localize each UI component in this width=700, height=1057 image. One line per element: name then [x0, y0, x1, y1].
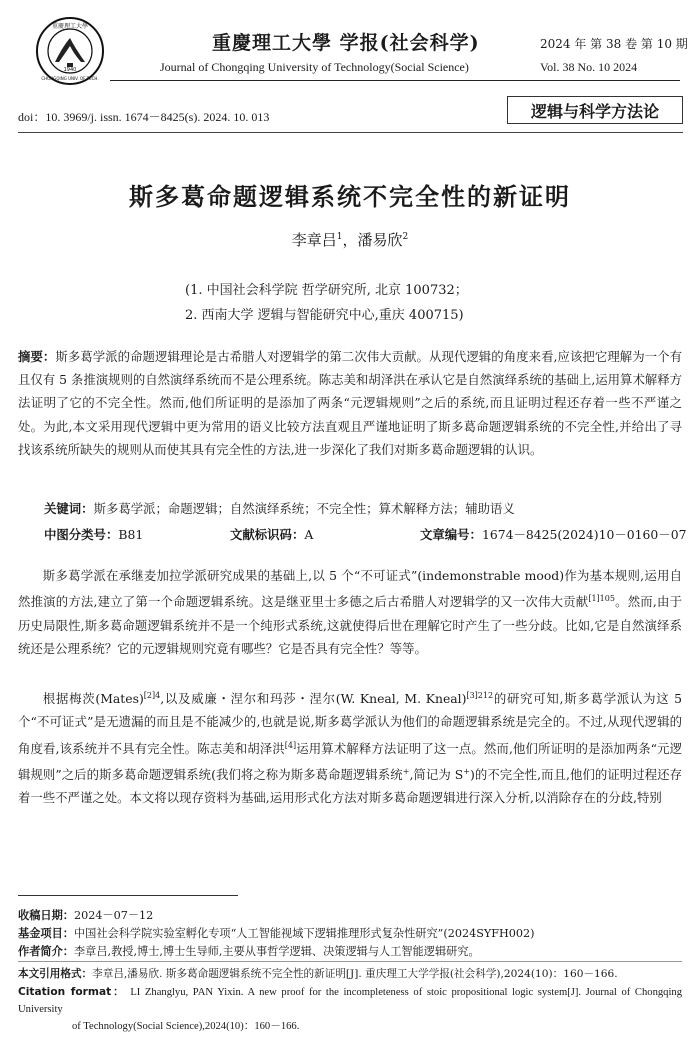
document-code-label: 文献标识码：: [230, 527, 305, 542]
plus-marker: +: [402, 766, 410, 776]
affiliation-2: 2. 西南大学 逻辑与智能研究中心,重庆 400715): [185, 308, 464, 323]
classification-line: [44, 525, 687, 543]
body-text: 的研究可知,斯多葛学派认为这 5 个“不可证式”是无遗漏的而且是不能减少的,也就是说,斯多葛学派认为他们的命题逻辑系统是完全的。不过,从现代逻辑的角度看,该系统并不具有完全性。陈志美和胡泽洪: [18, 691, 682, 756]
body-text: 运用算术解释方法证明了这一点。然而,他们所证明的是添加两条“元逻辑规则”之后的斯多葛命题逻辑系统(我们将之称为斯多葛命题逻辑系统: [18, 740, 682, 782]
author-line: [0, 229, 700, 250]
footnote-divider: [18, 895, 238, 896]
author-info-label: 作者简介：: [18, 945, 74, 958]
citation-cn-text: 李章吕,潘易欣. 斯多葛命题逻辑系统不完全性的新证明[J]. 重庆理工大学学报(社会科学),2024(10)：160－166.: [92, 968, 618, 980]
affiliation-1: (1. 中国社会科学院 哲学研究所, 北京 100732；: [185, 283, 468, 298]
body-text: 斯多葛学派在承继麦加拉学派研究成果的基础上,以 5 个“不可证式”(indemonstrable mood)作为基本规则,运用自然推演的方法,建立了第一个命题逻辑系统。这是继亚里士多德之后古希腊人对逻辑学的又一次伟大贡献: [18, 568, 682, 610]
body-text: 。然而,由于历史局限性,斯多葛命题逻辑系统并不是一个纯形式系统,这就使得后世在理解它时产生了一些分歧。比如,它是自然演绎系统还是公理系统？它的元逻辑规则究竟有哪些？它是否具有完全性？等等。: [18, 594, 682, 656]
citation-en-text-2: of Technology(Social Science),2024(10)：160－166.: [72, 1021, 300, 1032]
author-name[interactable]: ，潘易欣: [342, 231, 403, 249]
keywords: [44, 499, 515, 517]
received-label: 收稿日期：: [18, 909, 74, 922]
doi[interactable]: doi：10. 3969/j. issn. 1674－8425(s). 2024. 10. 013: [18, 110, 270, 124]
body-text: ,简记为 S: [409, 766, 464, 782]
clc-number: [44, 525, 230, 543]
citation-ref[interactable]: [1]105: [588, 594, 615, 604]
clc-value: B81: [118, 527, 144, 542]
issue-info-cn: 2024 年 第 38 卷 第 10 期: [540, 37, 688, 51]
keywords-label: 关键词：: [44, 501, 94, 516]
svg-text:1940: 1940: [63, 67, 77, 73]
university-logo: [35, 16, 105, 86]
fund-label: 基金项目：: [18, 927, 74, 940]
journal-title-cn: 重慶理工大學 学报(社会科学): [212, 32, 480, 54]
body-text: ,以及威廉・涅尔和玛莎・涅尔(W. Kneal, M. Kneal): [160, 691, 467, 707]
document-code-value: A: [304, 527, 314, 542]
affiliation-marker: 2: [402, 232, 409, 242]
citation-ref[interactable]: [3]212: [466, 691, 494, 700]
abstract-text: 斯多葛学派的命题逻辑理论是古希腊人对逻辑学的第二次伟大贡献。从现代逻辑的角度来看,应该把它理解为一个有且仅有 5 条推演规则的自然演绎系统而不是公理系统。陈志美和胡泽洪在承认它是自然演绎系统的基础上,运用算术解释方法证明了它的不完全性。然而,他们所证明的是添加了两条“元逻辑规则”之后的系统,而且证明过程还存着一些不严谨之处。为此,本文采用现代逻辑中更为常用的语义比较方法直观且严谨地证明了斯多葛命题逻辑系统的不完全性,并给出了寻找该系统所缺失的规则从而使其具有完全性的方法,进一步深化了我们对斯多葛命题逻辑的认识。: [18, 349, 683, 457]
journal-title-en: Journal of Chongqing University of Technology(Social Science): [160, 60, 469, 74]
document-code: [230, 525, 420, 543]
fund-value: 中国社会科学院实验室孵化专项“人工智能视域下逻辑推理形式复杂性研究”(2024SYFH002): [73, 927, 535, 940]
section-tag: 逻辑与科学方法论: [507, 96, 683, 124]
plus-marker: +: [463, 766, 470, 776]
citation-ref[interactable]: [2]4: [143, 691, 161, 700]
article-number-value: 1674－8425(2024)10－0160－07: [481, 527, 687, 542]
author-info-value: 李章吕,教授,博士,博士生导师,主要从事哲学逻辑、决策逻辑与人工智能逻辑研究。: [73, 945, 480, 958]
citation-en-text: LI Zhanglyu, PAN Yixin. A new proof for the incompleteness of stoic propositional logic system[J]. Journal of Chongqing University: [18, 987, 683, 1015]
fund-info: [18, 925, 535, 941]
body-paragraph-2: [18, 684, 682, 809]
author-info: [18, 943, 480, 959]
citation-en-label: Citation format：: [18, 986, 126, 998]
article-number-label: 文章编号：: [420, 527, 482, 542]
svg-text:CHONGQING UNIV. OF TECH.: CHONGQING UNIV. OF TECH.: [41, 76, 99, 81]
citation-ref[interactable]: [4]: [284, 740, 297, 750]
citation-cn-label: 本文引用格式：: [18, 968, 93, 980]
clc-label: 中图分类号：: [44, 527, 119, 542]
body-paragraph-1: [18, 564, 682, 660]
keywords-text: 斯多葛学派；命题逻辑；自然演绎系统；不完全性；算术解释方法；辅助语义: [93, 501, 515, 516]
citation-cn: [18, 966, 618, 981]
abstract: [18, 345, 682, 461]
citation-en: [18, 984, 682, 1035]
abstract-label: 摘要：: [18, 349, 56, 364]
article-number: [420, 525, 686, 543]
body-text: 根据梅茨(Mates): [42, 691, 144, 707]
body-text: )的不完全性,而且,他们的证明过程还存着一些不严谨之处。本文将以现存资料为基础,运用形式化方法对斯多葛命题逻辑进行深入分析,以消除存在的分歧,特别: [18, 766, 682, 806]
article-title: 斯多葛命题逻辑系统不完全性的新证明: [129, 182, 571, 211]
author-name[interactable]: 李章吕: [291, 231, 337, 249]
section-divider: [18, 132, 683, 133]
citation-divider: [18, 961, 682, 962]
issue-info-en: Vol. 38 No. 10 2024: [540, 60, 638, 74]
received-date: [18, 907, 153, 923]
received-value: 2024－07－12: [73, 909, 154, 922]
svg-text:重慶理工大學: 重慶理工大學: [51, 23, 89, 30]
affiliation-marker: 1: [336, 232, 343, 242]
header-divider: [110, 80, 680, 81]
